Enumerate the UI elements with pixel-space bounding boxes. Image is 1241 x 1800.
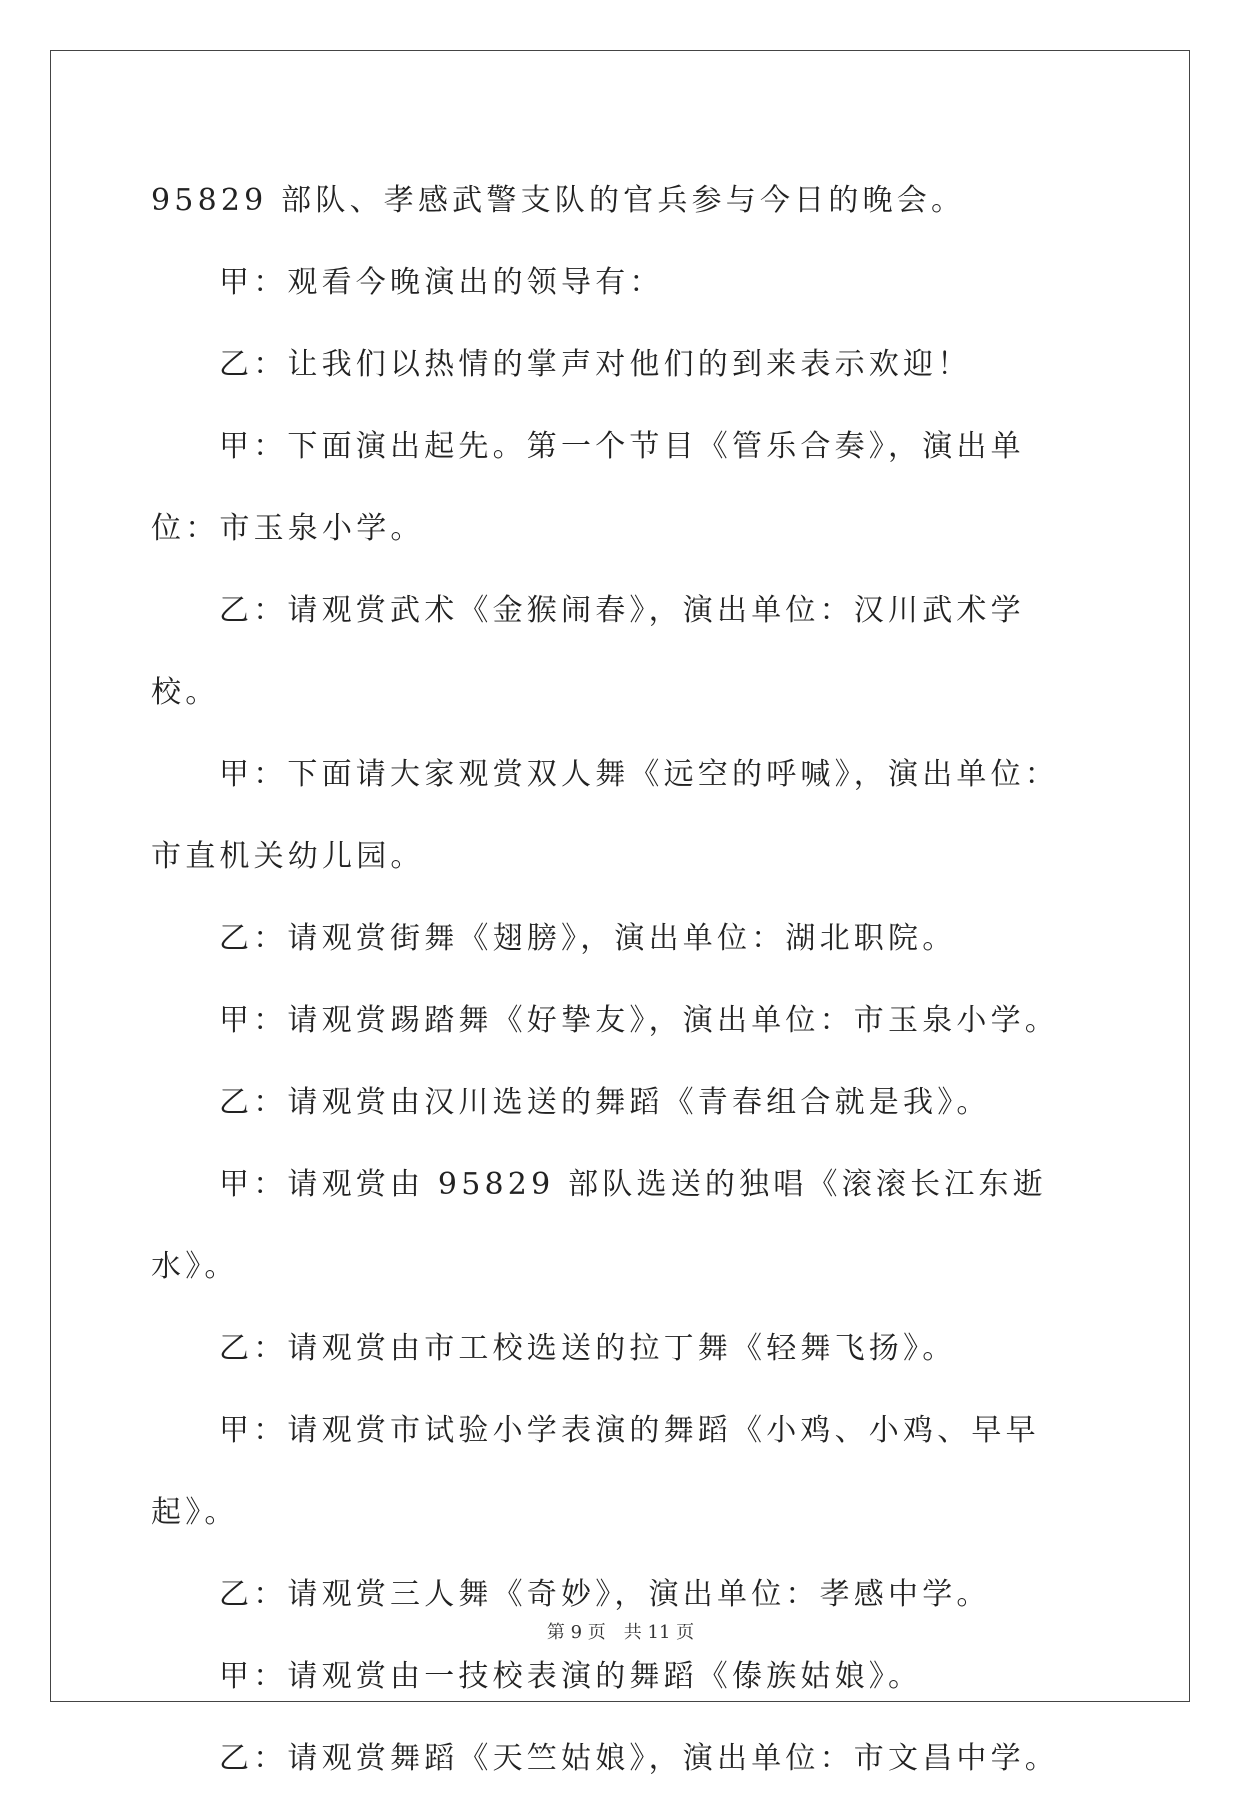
paragraph: 乙：请观赏由汉川选送的舞蹈《青春组合就是我》。 <box>219 1085 991 1120</box>
paragraph: 乙：请观赏三人舞《奇妙》，演出单位：孝感中学。 <box>219 1577 991 1612</box>
paragraph: 甲：请观赏踢踏舞《好挚友》，演出单位：市玉泉小学。 <box>219 1003 1059 1038</box>
page-footer: 第 9 页 共 11 页 <box>546 1622 695 1643</box>
paragraph: 甲：观看今晚演出的领导有： <box>219 265 664 300</box>
paragraph: 甲：请观赏由一技校表演的舞蹈《傣族姑娘》。 <box>219 1659 923 1694</box>
paragraph: 乙：请观赏武术《金猴闹春》，演出单位：汉川武术学校。 <box>151 593 1025 710</box>
paragraph: 乙：请观赏由市工校选送的拉丁舞《轻舞飞扬》。 <box>219 1331 957 1366</box>
paragraph: 甲：下面请大家观赏双人舞《远空的呼喊》，演出单位：市直机关幼儿园。 <box>151 757 1059 874</box>
paragraph: 乙：请观赏舞蹈《天竺姑娘》，演出单位：市文昌中学。 <box>219 1741 1059 1776</box>
paragraph: 95829 部队、孝感武警支队的官兵参与今日的晚会。 <box>151 183 966 218</box>
document-body <box>151 160 1091 1800</box>
paragraph: 甲：请观赏市试验小学表演的舞蹈《小鸡、小鸡、早早起》。 <box>151 1413 1040 1530</box>
paragraph: 甲：请观赏由 95829 部队选送的独唱《滚滚长江东逝水》。 <box>151 1167 1047 1284</box>
paragraph: 乙：让我们以热情的掌声对他们的到来表示欢迎！ <box>219 347 972 382</box>
paragraph: 乙：请观赏街舞《翅膀》，演出单位：湖北职院。 <box>219 921 957 956</box>
paragraph: 甲：下面演出起先。第一个节目《管乐合奏》，演出单位：市玉泉小学。 <box>151 429 1025 546</box>
